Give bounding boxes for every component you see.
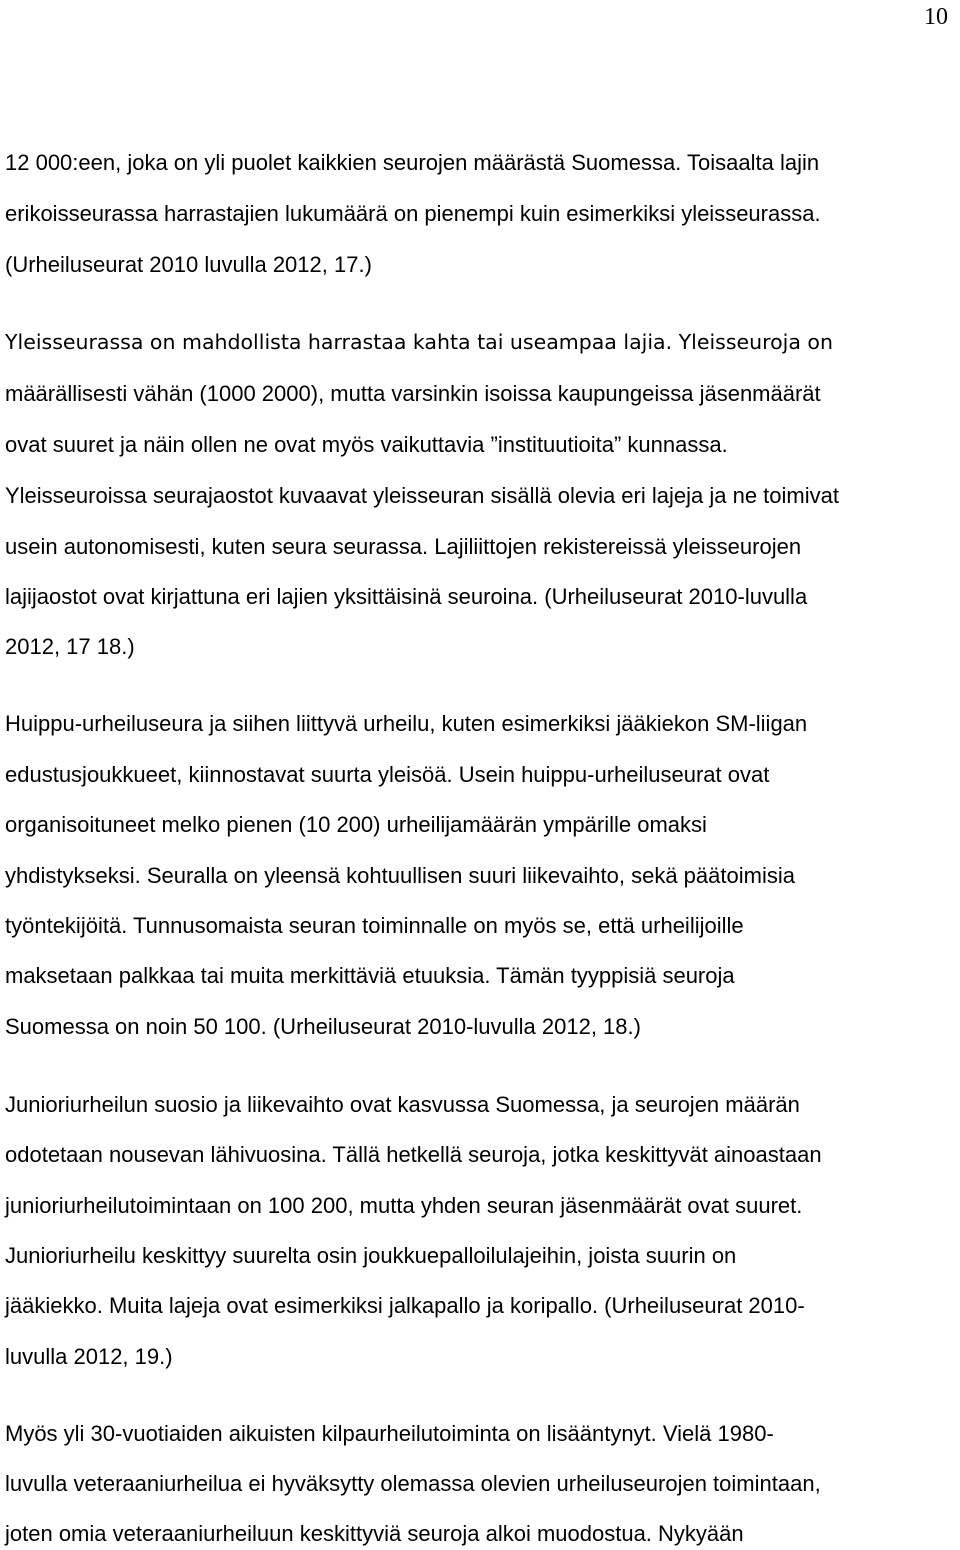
text-line: 12 000:een, joka on yli puolet kaikkien seurojen määrästä Suomessa. Toisaalta lajin [5, 150, 820, 175]
text-line: odotetaan nousevan lähivuosina. Tällä hetkellä seuroja, jotka keskittyvät ainoastaan [5, 1142, 822, 1167]
page-number: 10 [924, 4, 948, 30]
text-line: 2012, 17 18.) [5, 634, 135, 659]
text-line: Yleisseurassa on mahdollista harrastaa kahta tai useampaa lajia. Yleisseuroja on [5, 330, 833, 354]
text-line: ovat suuret ja näin ollen ne ovat myös vaikuttavia ”instituutioita” kunnassa. [5, 432, 728, 457]
text-line: joten omia veteraaniurheiluun keskittyviä seuroja alkoi muodostua. Nykyään [5, 1521, 744, 1546]
text-line: yhdistykseksi. Seuralla on yleensä kohtuullisen suuri liikevaihto, sekä päätoimisia [5, 863, 795, 888]
text-line: junioriurheilutoimintaan on 100 200, mutta yhden seuran jäsenmäärät ovat suuret. [5, 1193, 803, 1218]
text-line: määrällisesti vähän (1000 2000), mutta varsinkin isoissa kaupungeissa jäsenmäärät [5, 381, 821, 406]
text-line: luvulla veteraaniurheilua ei hyväksytty olemassa olevien urheiluseurojen toimintaan, [5, 1471, 821, 1496]
text-line: (Urheiluseurat 2010 luvulla 2012, 17.) [5, 252, 372, 277]
text-line: Junioriurheilu keskittyy suurelta osin joukkuepalloilulajeihin, joista suurin on [5, 1243, 737, 1268]
text-line: jääkiekko. Muita lajeja ovat esimerkiksi jalkapallo ja koripallo. (Urheiluseurat 2010- [5, 1293, 805, 1318]
text-line: usein autonomisesti, kuten seura seurassa. Lajiliittojen rekistereissä yleisseurojen [5, 534, 802, 559]
text-line: edustusjoukkueet, kiinnostavat suurta yleisöä. Usein huippu-urheiluseurat ovat [5, 762, 770, 787]
text-line: luvulla 2012, 19.) [5, 1344, 173, 1369]
text-line: organisoituneet melko pienen (10 200) urheilijamäärän ympärille omaksi [5, 812, 707, 837]
text-line: Myös yli 30-vuotiaiden aikuisten kilpaurheilutoiminta on lisääntynyt. Vielä 1980- [5, 1421, 774, 1446]
text-line: Huippu-urheiluseura ja siihen liittyvä urheilu, kuten esimerkiksi jääkiekon SM-liigan [5, 711, 808, 736]
text-line: Suomessa on noin 50 100. (Urheiluseurat 2010-luvulla 2012, 18.) [5, 1014, 641, 1039]
text-line: erikoisseurassa harrastajien lukumäärä on pienempi kuin esimerkiksi yleisseurassa. [5, 201, 821, 226]
text-line: Yleisseuroissa seurajaostot kuvaavat yleisseuran sisällä olevia eri lajeja ja ne toimivat [5, 483, 839, 508]
text-line: lajijaostot ovat kirjattuna eri lajien yksittäisinä seuroina. (Urheiluseurat 2010-luvulla [5, 584, 808, 609]
text-line: työntekijöitä. Tunnusomaista seuran toiminnalle on myös se, että urheilijoille [5, 913, 744, 938]
text-line: Junioriurheilun suosio ja liikevaihto ovat kasvussa Suomessa, ja seurojen määrän [5, 1092, 800, 1117]
text-line: maksetaan palkkaa tai muita merkittäviä etuuksia. Tämän tyyppisiä seuroja [5, 963, 735, 988]
